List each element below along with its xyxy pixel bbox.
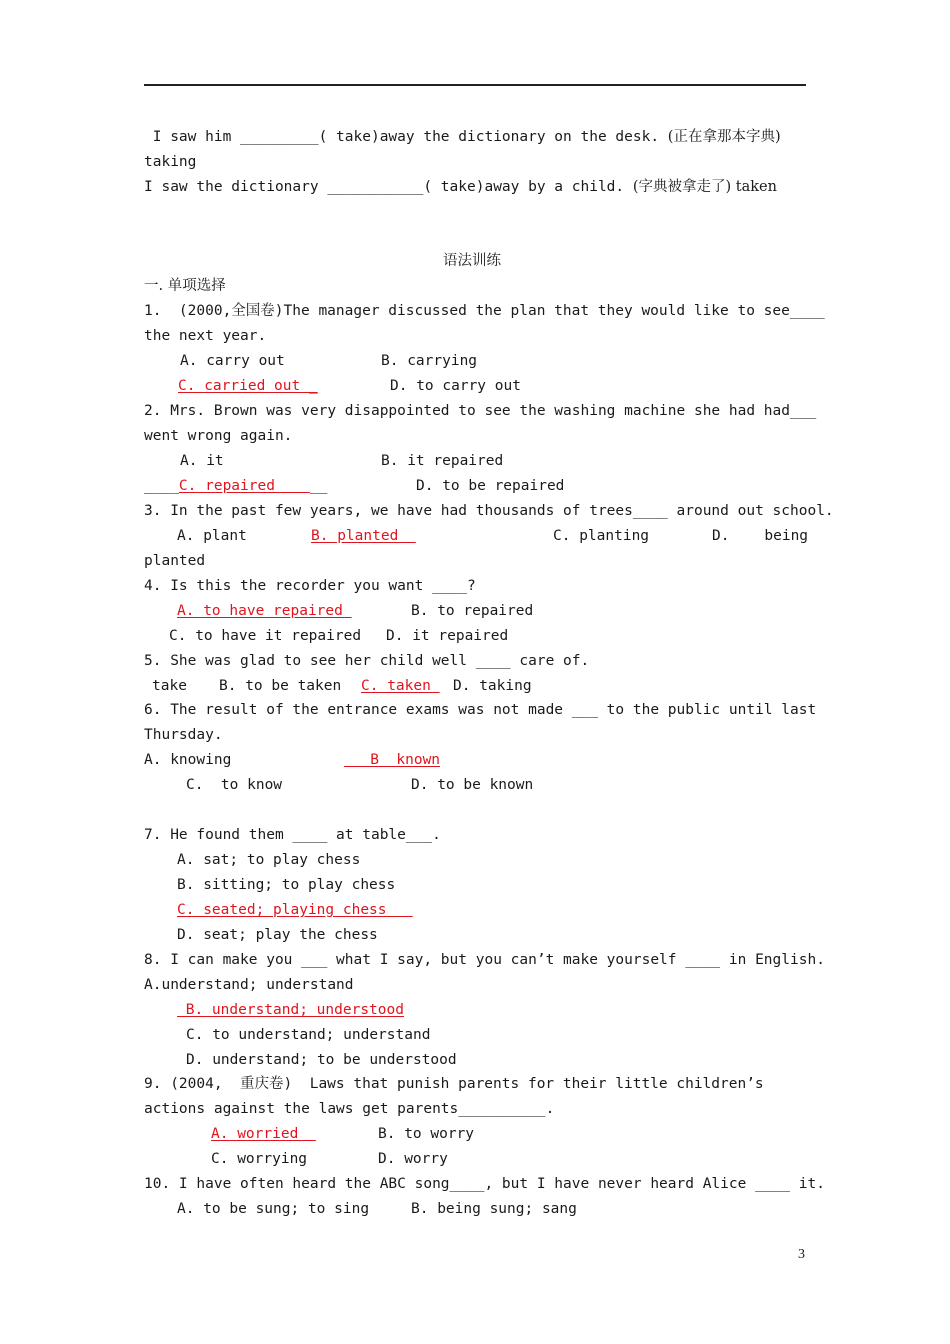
q5-option-a: take — [152, 678, 187, 694]
page-number: 3 — [798, 1247, 805, 1262]
q8-option-a: A.understand; understand — [144, 977, 354, 993]
q1-option-a: A. carry out — [180, 353, 285, 369]
question-1-stem-cont: the next year. — [144, 328, 267, 344]
question-8-stem: 8. I can make you ___ what I say, but you can’t make yourself ____ in English. — [144, 952, 825, 968]
q7-option-d: D. seat; play the chess — [177, 927, 378, 943]
q8-option-d: D. understand; to be understood — [186, 1052, 457, 1068]
q1-option-d: D. to carry out — [390, 378, 521, 394]
q5-option-d: D. taking — [453, 678, 532, 694]
question-2-stem: 2. Mrs. Brown was very disappointed to see the washing machine she had had___ — [144, 403, 817, 419]
intro-line-2: taking — [144, 154, 197, 170]
section-title: 语法训练 — [443, 253, 501, 269]
q5-option-b: B. to be taken — [219, 678, 342, 694]
question-2-stem-cont: went wrong again. — [144, 428, 293, 444]
question-7-stem: 7. He found them ____ at table___. — [144, 827, 441, 843]
q8-option-b-answer: B. understand; understood — [177, 1002, 404, 1018]
q1-option-b: B. carrying — [381, 353, 478, 369]
q8-option-c: C. to understand; understand — [186, 1027, 431, 1043]
q2-option-a: A. it — [180, 453, 224, 469]
q4-option-d: D. it repaired — [386, 628, 509, 644]
question-6-stem: 6. The result of the entrance exams was not made ___ to the public until last — [144, 702, 817, 718]
q3-option-d: D. being — [712, 528, 809, 544]
q10-option-a: A. to be sung; to sing — [177, 1201, 370, 1217]
q4-option-a-answer: A. to have repaired — [177, 603, 352, 619]
q1-option-c-answer: C. carried out _ — [178, 378, 318, 394]
q9-option-b: B. to worry — [378, 1126, 475, 1142]
question-4-stem: 4. Is this the recorder you want ____? — [144, 578, 476, 594]
q3-option-a: A. plant — [177, 528, 247, 544]
q2-option-c-row: ____C. repaired __ — [144, 478, 328, 494]
q7-option-a: A. sat; to play chess — [177, 852, 361, 868]
q2-option-d: D. to be repaired — [416, 478, 565, 494]
q6-option-d: D. to be known — [411, 777, 534, 793]
question-1-stem: 1. (2000,全国卷)The manager discussed the plan that they would like to see____ — [144, 303, 825, 319]
question-3-stem-cont: planted — [144, 553, 206, 569]
question-5-stem: 5. She was glad to see her child well ____ care of. — [144, 653, 590, 669]
q6-option-b-answer: B known — [344, 752, 441, 768]
q3-option-b-answer: B. planted — [311, 528, 416, 544]
q2-option-c-answer: C. repaired — [178, 478, 310, 494]
q7-option-b: B. sitting; to play chess — [177, 877, 396, 893]
question-3-stem: 3. In the past few years, we have had thousands of trees____ around out school. — [144, 503, 834, 519]
q10-option-b: B. being sung; sang — [411, 1201, 577, 1217]
q4-option-c: C. to have it repaired — [169, 628, 362, 644]
question-9-stem-cont: actions against the laws get parents__________. — [144, 1101, 555, 1117]
q9-option-a-answer: A. worried — [211, 1126, 316, 1142]
q7-option-c-answer: C. seated; playing chess — [177, 902, 413, 918]
q9-option-d: D. worry — [378, 1151, 448, 1167]
intro-line-1: I saw him _________( take)away the dictionary on the desk. (正在拿那本字典) — [144, 129, 781, 145]
intro-line-3: I saw the dictionary ___________( take)away by a child. (字典被拿走了) taken — [144, 179, 777, 195]
q6-option-a: A. knowing — [144, 752, 232, 768]
q6-option-c: C. to know — [186, 777, 283, 793]
question-10-stem: 10. I have often heard the ABC song____, but I have never heard Alice ____ it. — [144, 1176, 825, 1192]
header-rule — [144, 84, 806, 86]
q9-option-c: C. worrying — [211, 1151, 308, 1167]
part-title: 一. 单项选择 — [144, 278, 226, 294]
q5-option-c-answer: C. taken — [361, 678, 440, 694]
question-6-stem-cont: Thursday. — [144, 727, 223, 743]
question-9-stem: 9. (2004, 重庆卷) Laws that punish parents for their little children’s — [144, 1076, 764, 1092]
q2-option-b: B. it repaired — [381, 453, 504, 469]
q3-option-c: C. planting — [553, 528, 650, 544]
q4-option-b: B. to repaired — [411, 603, 534, 619]
